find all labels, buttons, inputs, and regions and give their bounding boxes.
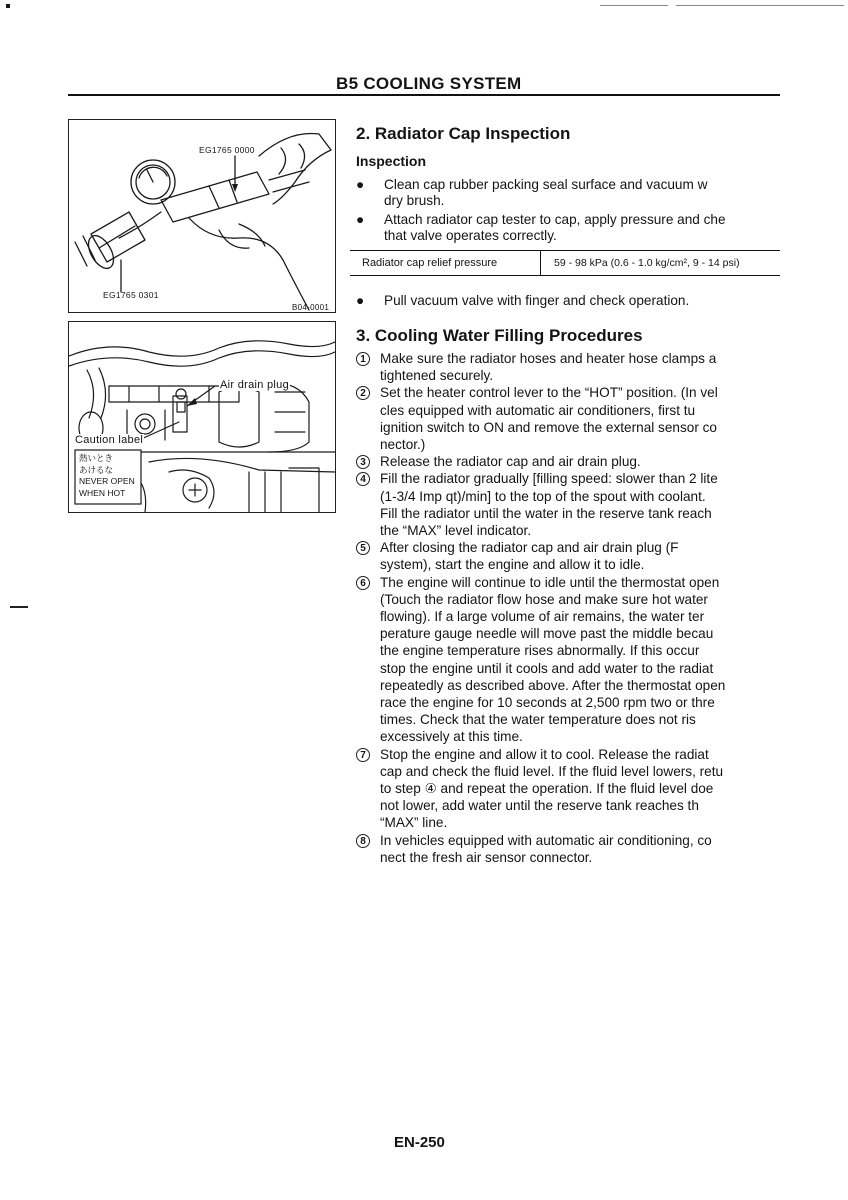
section-3-heading: 3. Cooling Water Filling Procedures: [356, 326, 643, 345]
step-6-line: times. Check that the water temperature does not ris: [380, 712, 696, 728]
bullet-marker: ●: [356, 177, 365, 192]
caution-label-text: [79, 453, 135, 499]
section-title: B5 COOLING SYSTEM: [336, 74, 522, 93]
step-number-badge: 6: [356, 576, 370, 590]
bullet-1-line-1: Clean cap rubber packing seal surface and vacuum w: [384, 177, 708, 192]
step-number-badge: 2: [356, 386, 370, 400]
figure-label-bottom: EG1765 0301: [103, 290, 159, 300]
table-label: Radiator cap relief pressure: [362, 257, 498, 269]
page-number: EN-250: [394, 1134, 445, 1151]
step-6-line: race the engine for 10 seconds at 2,500 rpm two or thre: [380, 695, 715, 710]
corner-mark: [6, 4, 10, 8]
step-2-line: Set the heater control lever to the “HOT” position. (In vel: [380, 385, 718, 401]
step-6-line: perature gauge needle will move past the middle becau: [380, 626, 714, 642]
step-2-line: ignition switch to ON and remove the external sensor co: [380, 419, 717, 435]
step-6-line: repeatedly as described above. After the thermostat open: [380, 677, 726, 693]
caution-line: 熱いとき: [79, 453, 114, 463]
step-6-line: excessively at this time.: [380, 729, 523, 745]
step-number-badge: 4: [356, 472, 370, 486]
header-rule: [68, 94, 780, 96]
step-8-line: In vehicles equipped with automatic air conditioning, co: [380, 832, 712, 848]
step-7-line: not lower, add water until the reserve tank reaches th: [380, 798, 699, 814]
step-7-line: cap and check the fluid level. If the fluid level lowers, retu: [380, 763, 724, 779]
figure-code: B04-0001: [292, 303, 330, 312]
bullet-marker: ●: [356, 293, 365, 308]
relief-pressure-table: [350, 250, 780, 276]
step-4-line: Fill the radiator until the water in the reserve tank reach: [380, 505, 712, 521]
table-value: 59 - 98 kPa (0.6 - 1.0 kg/cm², 9 - 14 psi): [554, 257, 740, 269]
step-7-line: to step ④ and repeat the operation. If the fluid level doe: [380, 781, 714, 796]
top-rule-left: [600, 5, 668, 6]
step-number-badge: 5: [356, 541, 370, 555]
step-8-line: nect the fresh air sensor connector.: [380, 849, 593, 865]
step-number-badge: 1: [356, 352, 370, 366]
inspection-subheading: Inspection: [356, 153, 427, 169]
step-7-line: “MAX” line.: [380, 815, 448, 831]
table-divider: [540, 251, 541, 275]
step-1-line: Make sure the radiator hoses and heater hose clamps a: [380, 351, 717, 366]
step-number-badge: 3: [356, 455, 370, 469]
step-2-line: nector.): [380, 437, 426, 452]
step-4-line: the “MAX” level indicator.: [380, 523, 532, 538]
caution-line: NEVER OPEN: [79, 476, 135, 486]
step-4-line: (1-3/4 Imp qt)/min] to the top of the spout with coolant.: [380, 488, 706, 504]
bullet-2-line-2: that valve operates correctly.: [384, 228, 557, 243]
step-7-line: Stop the engine and allow it to cool. Release the radiat: [380, 746, 709, 762]
figure-air-drain-plug: [68, 321, 336, 513]
callout-air-drain-plug: Air drain plug: [220, 379, 290, 391]
bullet-1-line-2: dry brush.: [384, 193, 445, 208]
step-6-line: stop the engine until it cools and add water to the radiat: [380, 660, 714, 676]
step-5-line: system), start the engine and allow it to idle.: [380, 557, 645, 573]
caution-line: WHEN HOT: [79, 487, 126, 498]
filling-steps-list: [354, 350, 782, 870]
caution-line: あけるな: [79, 464, 114, 475]
top-rule-right: [676, 5, 844, 6]
step-5-line: After closing the radiator cap and air drain plug (F: [380, 540, 679, 556]
step-number-badge: 7: [356, 748, 370, 762]
callout-caution-label: Caution label: [75, 434, 144, 446]
bullet-marker: ●: [356, 212, 365, 227]
figure-label-top: EG1765 0000: [199, 145, 255, 155]
bullet-2-line-1: Attach radiator cap tester to cap, apply pressure and che: [384, 212, 726, 227]
margin-dash: [10, 606, 28, 608]
step-6-line: The engine will continue to idle until the thermostat open: [380, 574, 720, 590]
step-4-line: Fill the radiator gradually [filling speed: slower than 2 lite: [380, 471, 718, 487]
step-6-line: the engine temperature rises abnormally. If this occur: [380, 643, 700, 659]
figure-radiator-cap-tester: [68, 119, 336, 313]
section-2-heading: 2. Radiator Cap Inspection: [356, 124, 571, 143]
step-6-line: flowing). If a large volume of air remains, the water ter: [380, 609, 705, 624]
step-2-line: cles equipped with automatic air conditioners, first tu: [380, 402, 696, 418]
bullet-3-text: Pull vacuum valve with finger and check operation.: [384, 293, 690, 308]
step-1-line: tightened securely.: [380, 368, 494, 384]
step-3-line: Release the radiator cap and air drain plug.: [380, 454, 641, 470]
step-6-line: (Touch the radiator flow hose and make sure hot water: [380, 591, 708, 607]
step-number-badge: 8: [356, 834, 370, 848]
